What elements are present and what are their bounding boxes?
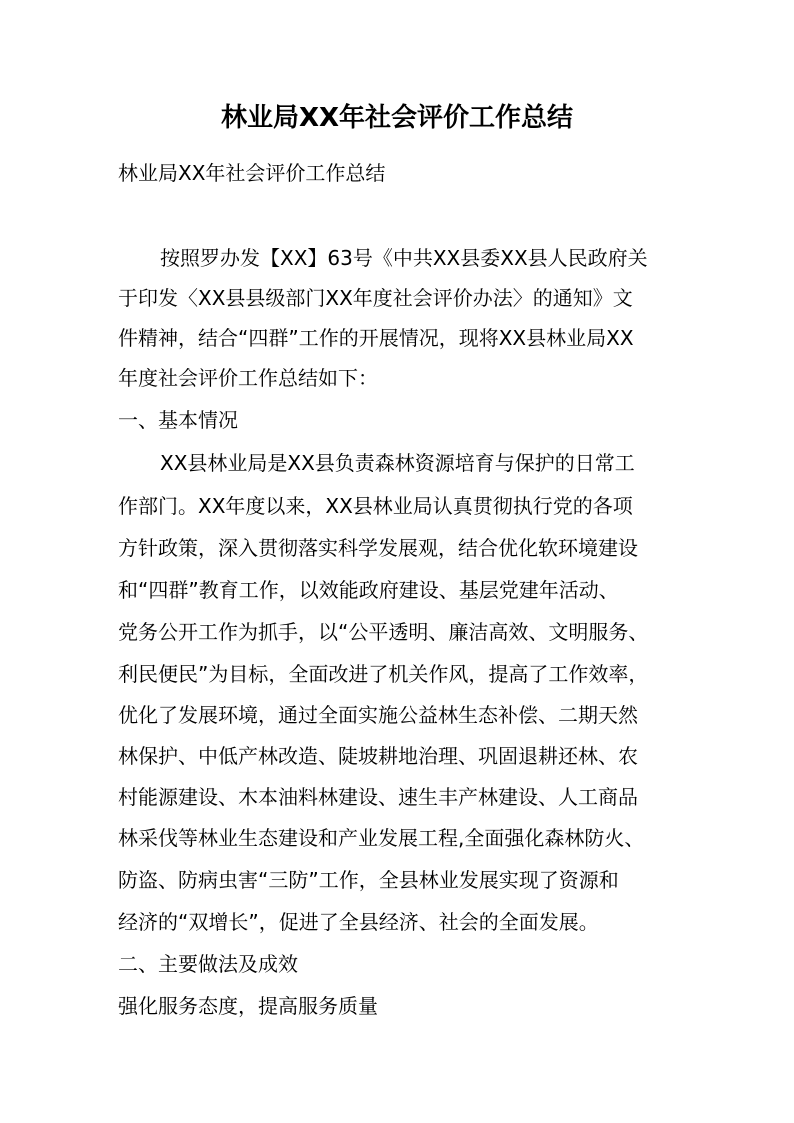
section-heading-methods: 二、主要做法及成效 <box>118 952 298 976</box>
body-line: 村能源建设、木本油料林建设、速生丰产林建设、人工商品 <box>118 785 638 809</box>
body-line: 林保护、中低产林改造、陡坡耕地治理、巩固退耕还林、农 <box>118 744 638 768</box>
body-line: 林采伐等林业生态建设和产业发展工程,全面强化森林防火、 <box>118 826 645 850</box>
body-line: 作部门。XX年度以来，XX县林业局认真贯彻执行党的各项 <box>118 494 633 518</box>
body-line: XX县林业局是XX县负责森林资源培育与保护的日常工 <box>160 451 635 475</box>
body-line: 防盗、防病虫害“三防”工作，全县林业发展实现了资源和 <box>118 868 619 892</box>
body-line: 优化了发展环境，通过全面实施公益林生态补偿、二期天然 <box>118 703 638 727</box>
subsection-heading: 强化服务态度，提高服务质量 <box>118 994 378 1018</box>
intro-line: 按照罗办发【XX】63号《中共XX县委XX县人民政府关 <box>160 246 648 270</box>
body-line: 党务公开工作为抓手，以“公平透明、廉洁高效、文明服务、 <box>118 620 649 644</box>
intro-line: 件精神，结合“四群”工作的开展情况，现将XX县林业局XX <box>118 326 634 350</box>
body-line: 和“四群”教育工作，以效能政府建设、基层党建年活动、 <box>118 578 619 602</box>
document-subtitle: 林业局XX年社会评价工作总结 <box>118 161 386 185</box>
document-title: 林业局XX年社会评价工作总结 <box>220 103 574 133</box>
intro-line: 年度社会评价工作总结如下： <box>118 366 378 390</box>
body-line: 方针政策，深入贯彻落实科学发展观，结合优化软环境建设 <box>118 536 638 560</box>
intro-line: 于印发〈XX县县级部门XX年度社会评价办法〉的通知》文 <box>118 286 633 310</box>
body-line: 利民便民”为目标，全面改进了机关作风，提高了工作效率， <box>118 662 649 686</box>
body-line: 经济的“双增长”，促进了全县经济、社会的全面发展。 <box>118 910 599 934</box>
section-heading-basic: 一、基本情况 <box>118 408 238 432</box>
